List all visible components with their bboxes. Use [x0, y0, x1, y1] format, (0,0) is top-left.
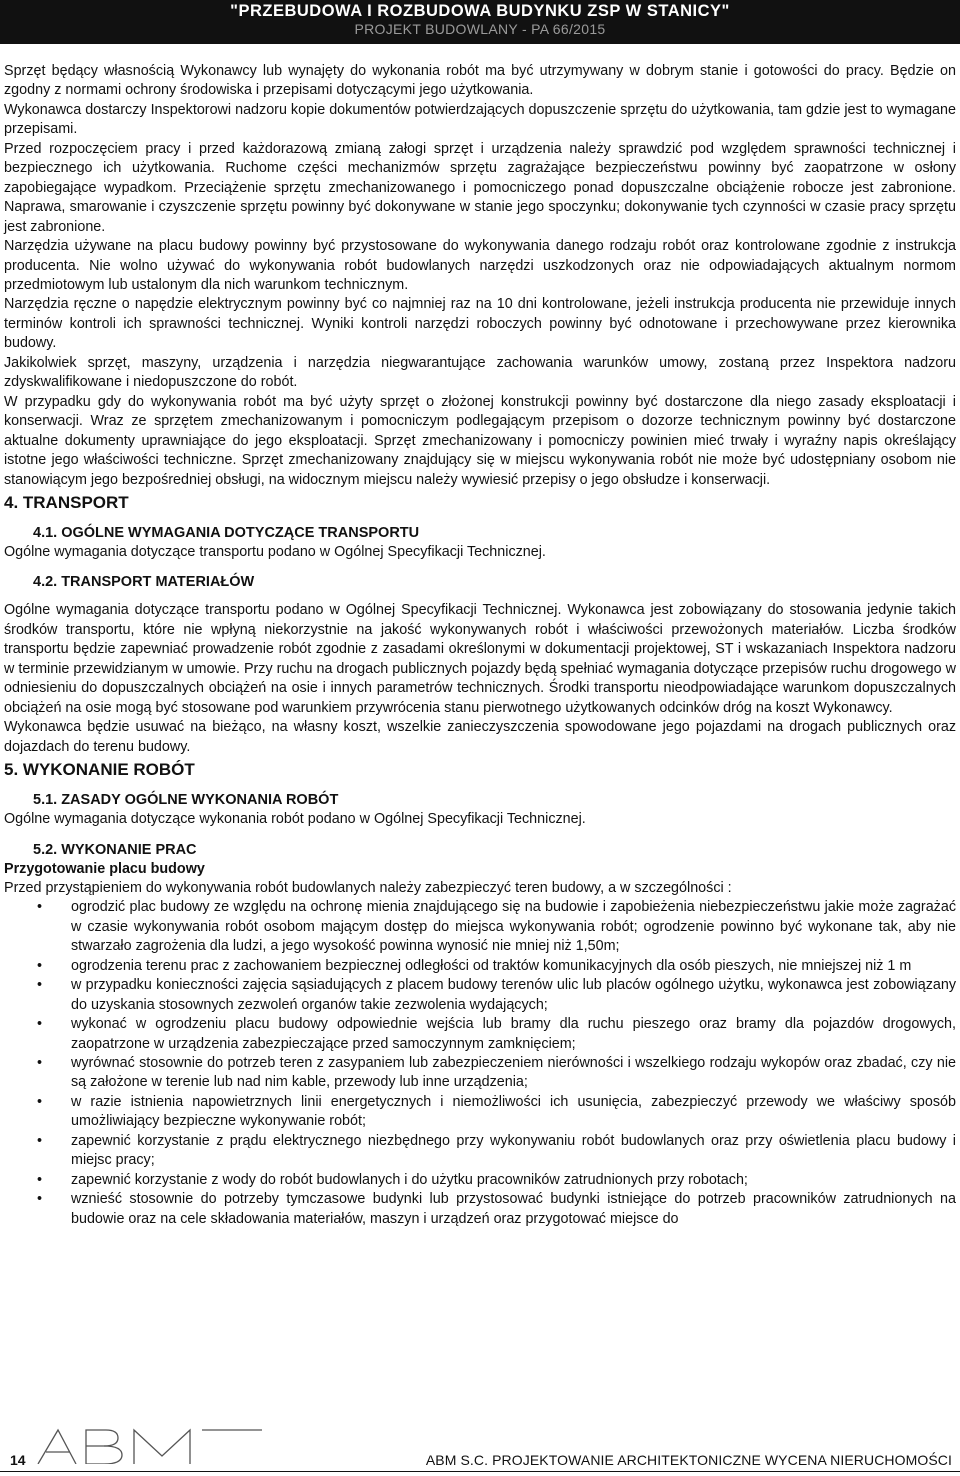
footer-rule	[0, 1471, 960, 1472]
paragraph: Wykonawca dostarczy Inspektorowi nadzoru kopie dokumentów potwierdzających dopuszczenie sprzętu do użytkowania, tam gdzie jest to wymagane przepisami.	[4, 101, 956, 138]
list-item: • zapewnić korzystanie z wody do robót budowlanych i do użytku pracowników zatrudnionych przy robotach;	[4, 1171, 956, 1190]
paragraph: Narzędzia używane na placu budowy powinny być przystosowane do wykonywania danego rodzaju robót oraz kontrolowane zgodnie z instrukcja producenta. Nie wolno używać do wykonywania robót budowlanych narzędzi uszkodzonych oraz nie odpowiadających aktualnym normom przedmiotowym lub ustalonym dla nich warunkom technicznym.	[4, 238, 956, 293]
subsection-heading-5-2	[33, 840, 956, 860]
subsection-number: 4.2.	[33, 574, 58, 591]
paragraph: Ogólne wymagania dotyczące transportu podano w Ogólnej Specyfikacji Technicznej. Wykonawca jest zobowiązany do stosowania jedynie takich środków transportu, które nie wpłyną niekorzystnie na jakość wykonywanych robót i właściwości przewożonych materiałów. Liczba środków transportu będzie zapewniać prowadzenie robót zgodnie z zasadami określonymi w dokumentacji projektowej, ST i wskazaniach Inspektora nadzoru w terminie przewidzianym w umowie. Przy ruchu na drogach publicznych pojazdy będą spełniać wymagania dotyczące przepisów ruchu drogowego w odniesieniu do dopuszczalnych obciążeń na osie i innych parametrów technicznych. Środki transportu nieodpowiadające warunkom dopuszczalnych obciążeń na osie mogą być stosowane pod warunkiem przywrócenia stanu pierwotnego użytkowanych odcinków dróg na koszt Wykonawcy.	[4, 602, 956, 716]
paragraph: Jakikolwiek sprzęt, maszyny, urządzenia i narzędzia niegwarantujące zachowania warunków umowy, zostaną przez Inspektora nadzoru zdyskwalifikowane i niedopuszczone do robót.	[4, 354, 956, 391]
subsection-heading-4-2	[33, 572, 956, 592]
subsection-number: 5.1.	[33, 792, 58, 809]
list-item: • wykonać w ogrodzeniu placu budowy odpowiednie wejścia lub bramy dla ruchu pieszego oraz bramy dla pojazdów drogowych, zaopatrzone w urządzenia zabezpieczające przed samoczynnym zamknięciem;	[4, 1015, 956, 1054]
sub-heading: Przygotowanie placu budowy	[4, 860, 205, 877]
document-title: "PRZEBUDOWA I ROZBUDOWA BUDYNKU ZSP W STANICY"	[230, 2, 730, 20]
page-header	[0, 0, 960, 44]
list-item: • w przypadku konieczności zajęcia sąsiadujących z placem budowy terenów ulic lub placów ogólnego użytku, wykonawca jest zobowiązany do uzyskania stosownych zezwoleń organów takie zezwolenia wydających;	[4, 976, 956, 1015]
paragraph: Przed rozpoczęciem pracy i przed każdorazową zmianą załogi sprzęt i urządzenia należy sprawdzić pod względem sprawności technicznej i bezpiecznego ich użytkowania. Ruchome części mechanizmów sprzętu zagrażające bezpieczeństwu powinny być zaopatrzone w osłony zapobiegające wypadkom. Przeciążenie sprzętu zmechanizowanego i pomocniczego ponad dopuszczalne obciążenie robocze jest zabronione. Naprawa, smarowanie i czyszczenie sprzętu powinny być dokonywane w stanie jego spoczynku; dokonywanie tych czynności w czasie pracy sprzętu jest zabronione.	[4, 140, 956, 235]
paragraph: Wykonawca będzie usuwać na bieżąco, na własny koszt, wszelkie zanieczyszczenia spowodowane jego pojazdami na drogach publicznych oraz dojazdach do terenu budowy.	[4, 719, 956, 755]
page-number: 14	[10, 1452, 26, 1468]
subsection-heading-5-1	[33, 790, 956, 810]
subsection-title: TRANSPORT MATERIAŁÓW	[61, 574, 255, 591]
list-item: • ogrodzenia terenu prac z zachowaniem bezpiecznej odległości od traktów komunikacyjnych dla osób pieszych, nie mniejszej niż 1 m	[4, 957, 956, 976]
list-item: • ogrodzić plac budowy ze względu na ochronę mienia znajdującego się na budowie i zapobieżenia niebezpieczeństwu jakie może zagrażać w czasie wykonywania robót osobom mającym dostęp do miejsca wykonywania robót; ogrodzenie powinno być wykonane tak, aby nie stwarzało zagrożenia dla ludzi, a jego wysokość powinna wynosić nie mniej niż 1,50m;	[4, 898, 956, 956]
section-heading-transport: 4. TRANSPORT	[4, 492, 129, 512]
list-item: • wyrównać stosownie do potrzeb teren z zasypaniem lub zabezpieczeniem nierówności i wszelkiego rodzaju wykopów oraz zbadać, czy nie są założone w terenie lub nad nim kable, przewody lub inne urządzenia;	[4, 1054, 956, 1093]
paragraph: W przypadku gdy do wykonywania robót ma być użyty sprzęt o złożonej konstrukcji powinny być dostarczone dla niego zasady eksploatacji i konserwacji. Wraz ze sprzętem zmechanizowanym i pomocniczym podlegającym przepisom o dozorze technicznym powinny być dostarczone aktualne dokumenty uprawniające do jego eksploatacji. Sprzęt zmechanizowany i pomocniczy powinien mieć trwały i wyraźny napis określający istotne jego właściwości techniczne. Sprzęt zmechanizowany znajdujący się w miejscu wykonywania robót nie może być udostępniany osobom nie stanowiącym jego bezpośredniej obsługi, na widocznym miejscu należy wywiesić przepisy o jego obsłudze i konserwacji.	[4, 393, 956, 488]
list-item: • wznieść stosownie do potrzeby tymczasowe budynki lub przystosować budynki istniejące do potrzeb pracowników zatrudnionych na budowie oraz na cele składowania materiałów, maszyn i urządzeń oraz przygotować miejsce do	[4, 1190, 956, 1229]
list-item: • w razie istnienia napowietrznych linii energetycznych i niemożliwości ich usunięcia, zabezpieczyć przewody we właściwy sposób umożliwiający bezpieczne wykonywanie robót;	[4, 1093, 956, 1132]
bullet-list	[4, 898, 956, 1229]
subsection-number: 4.1.	[33, 524, 58, 541]
company-name: ABM S.C. PROJEKTOWANIE ARCHITEKTONICZNE WYCENA NIERUCHOMOŚCI	[425, 1452, 952, 1468]
subsection-number: 5.2.	[33, 841, 58, 858]
paragraph: Przed przystąpieniem do wykonywania robót budowlanych należy zabezpieczyć teren budowy, a w szczególności :	[4, 879, 732, 896]
subsection-title: ZASADY OGÓLNE WYKONANIA ROBÓT	[61, 792, 339, 809]
document-body	[4, 62, 956, 1229]
section-heading-wykonanie-robot: 5. WYKONANIE ROBÓT	[4, 760, 195, 780]
subsection-heading-4-1	[33, 523, 956, 543]
document-subtitle: PROJEKT BUDOWLANY - PA 66/2015	[354, 21, 606, 37]
paragraph: Ogólne wymagania dotyczące transportu podano w Ogólnej Specyfikacji Technicznej.	[4, 543, 546, 560]
subsection-title: OGÓLNE WYMAGANIA DOTYCZĄCE TRANSPORTU	[61, 524, 420, 541]
company-logo	[32, 1426, 264, 1464]
paragraph: Ogólne wymagania dotyczące wykonania robót podano w Ogólnej Specyfikacji Technicznej.	[4, 811, 586, 828]
paragraph: Narzędzia ręczne o napędzie elektrycznym powinny być co najmniej raz na 10 dni kontrolowane, jeżeli instrukcja producenta nie przewiduje innych terminów kontroli ich sprawności technicznej. Wyniki kontroli narzędzi roboczych powinny być odnotowane i przechowywane przez kierownika budowy.	[4, 296, 956, 352]
page-footer	[0, 1426, 960, 1476]
subsection-title: WYKONANIE PRAC	[61, 841, 197, 858]
paragraph: Sprzęt będący własnością Wykonawcy lub wynajęty do wykonania robót ma być utrzymywany w dobrym stanie i gotowości do pracy. Będzie on zgodny z normami ochrony środowiska i przepisami dotyczącymi jego użytkowania.	[4, 63, 956, 99]
list-item: • zapewnić korzystanie z prądu elektrycznego niezbędnego przy wykonywaniu robót budowlanych oraz przy oświetlenia placu budowy i miejsc pracy;	[4, 1132, 956, 1171]
